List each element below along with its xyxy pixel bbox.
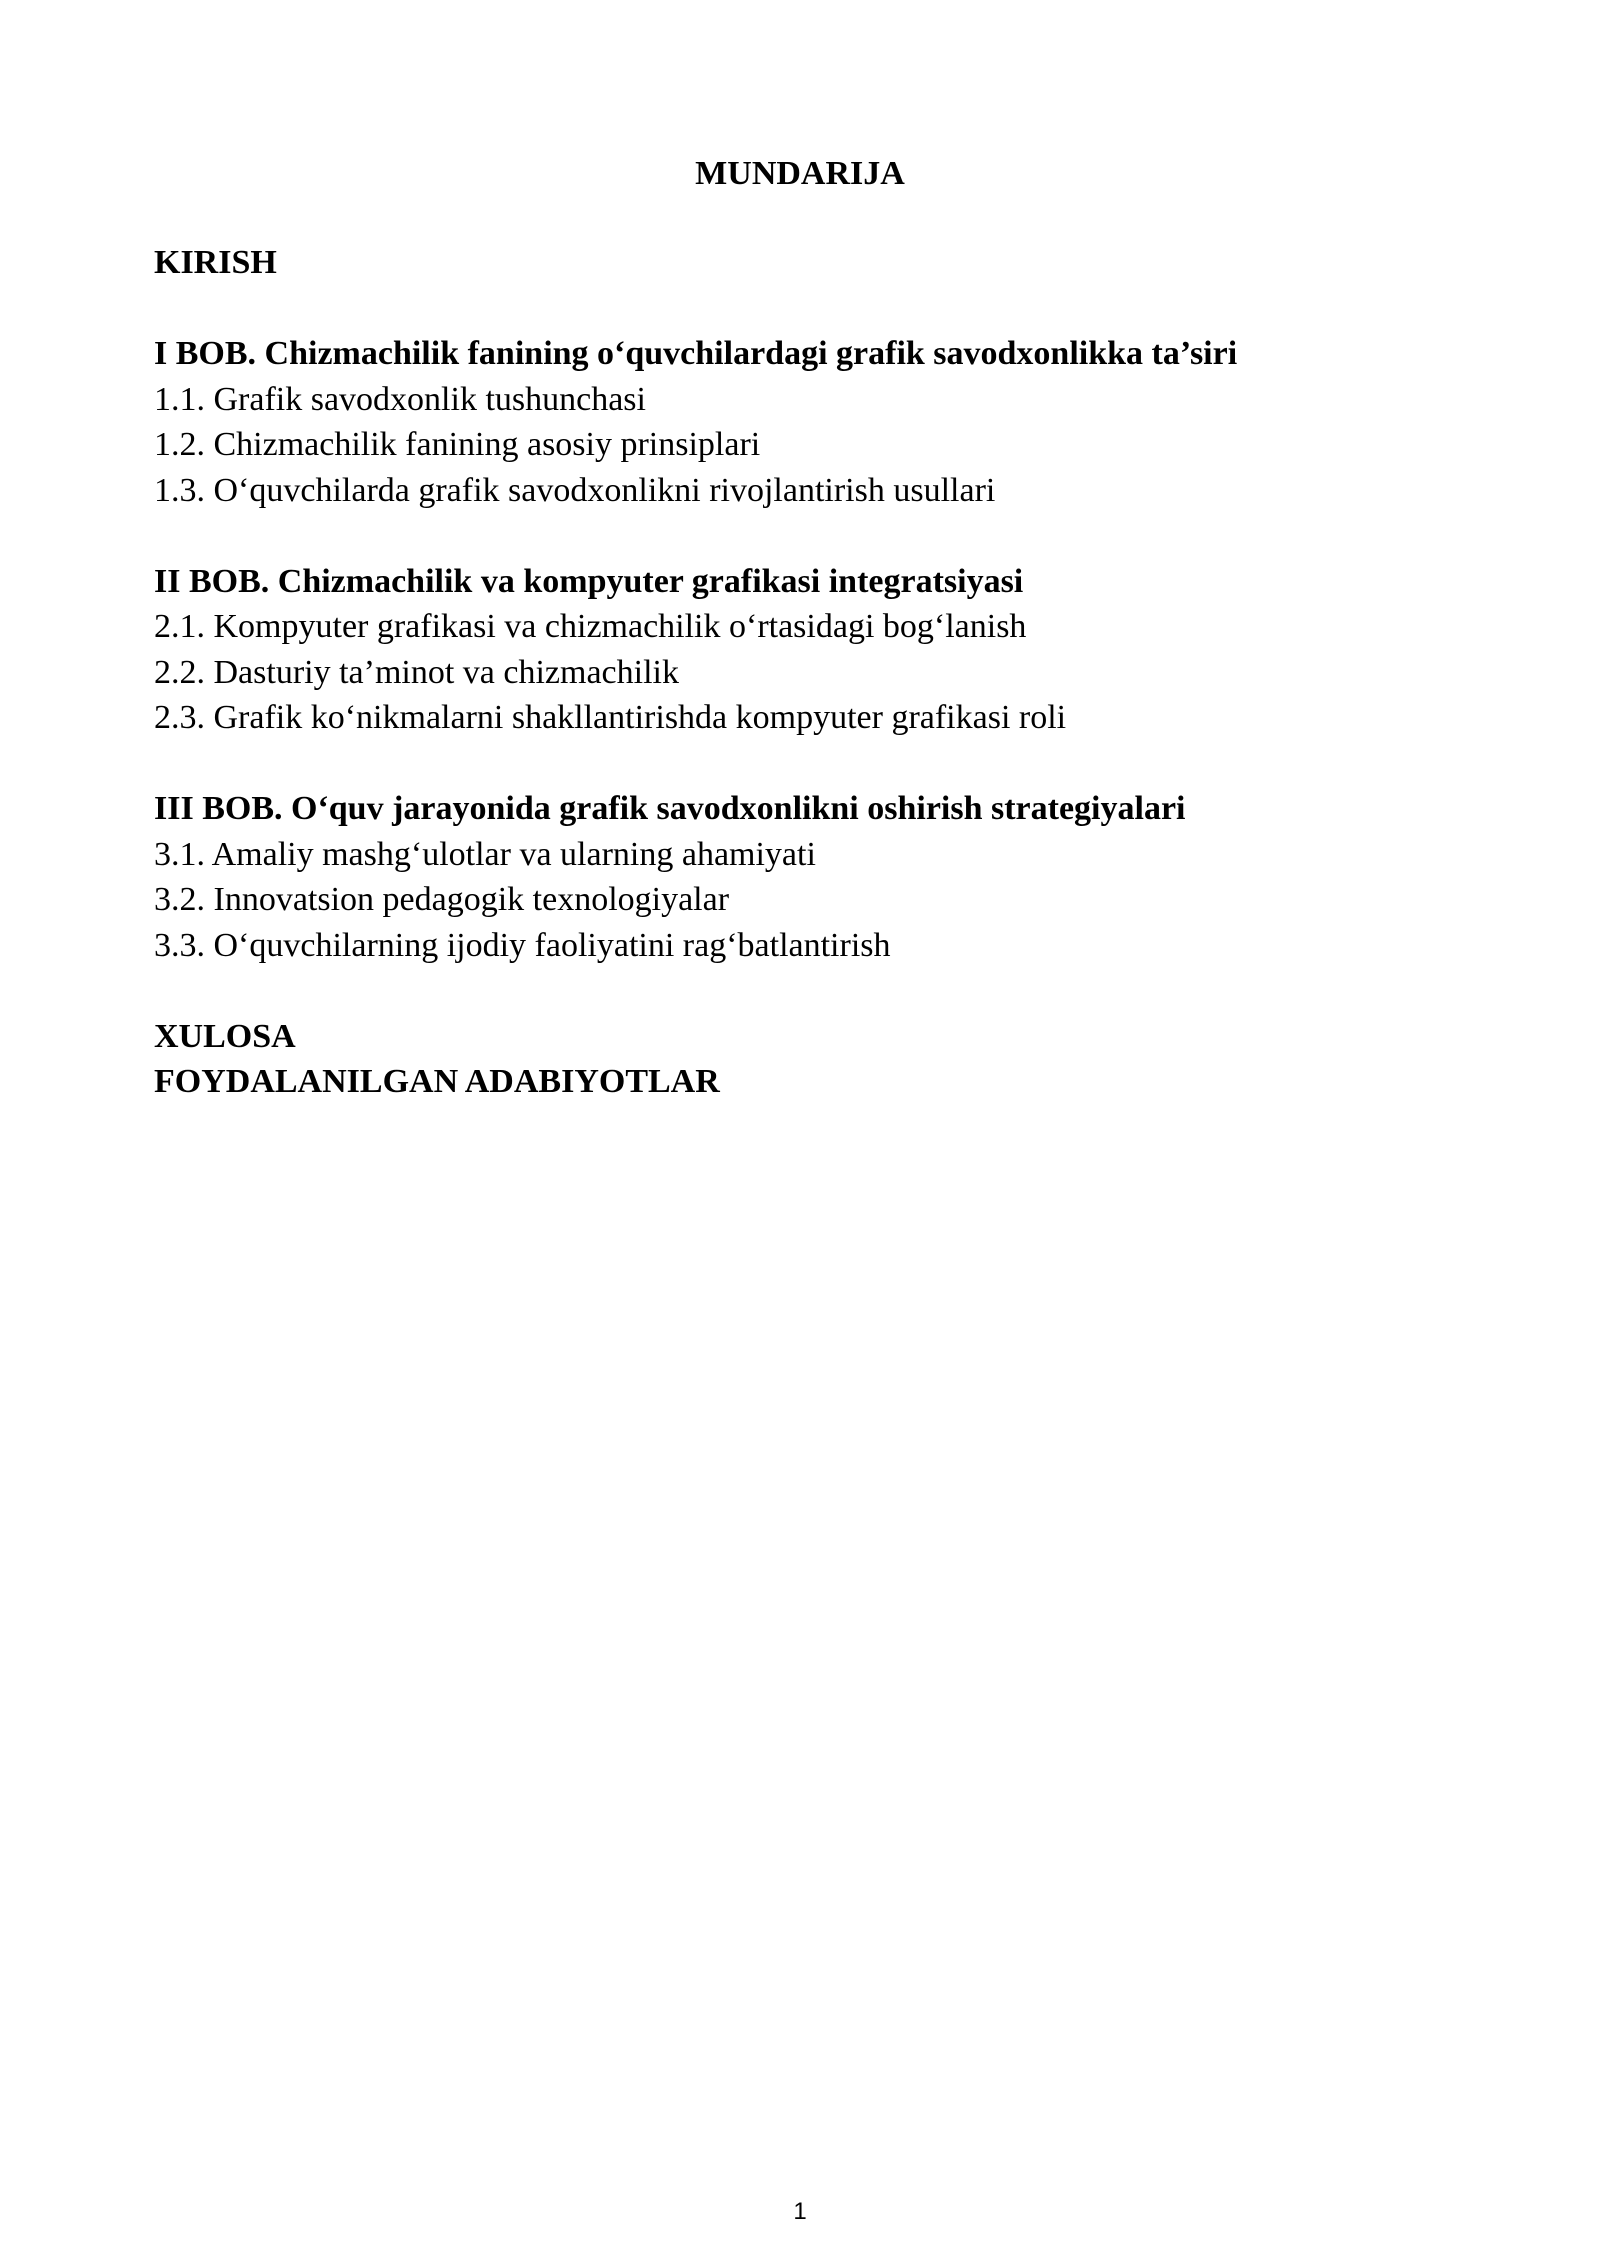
toc-conclusion: XULOSA <box>154 1017 296 1055</box>
section-3-2: 3.2. Innovatsion pedagogik texnologiyalar <box>154 881 730 918</box>
spacer <box>154 741 1454 787</box>
table-of-contents <box>154 240 1454 1105</box>
section-3-1: 3.1. Amaliy mashg‘ulotlar va ularning ahamiyati <box>154 835 816 873</box>
section-2-1: 2.1. Kompyuter grafikasi va chizmachilik o‘rtasidagi bog‘lanish <box>154 608 1027 645</box>
spacer <box>154 513 1454 559</box>
chapter-1-heading: I BOB. Chizmachilik fanining o‘quvchilardagi grafik savodxonlikka ta’siri <box>154 335 1238 372</box>
section-2-2: 2.2. Dasturiy ta’minot va chizmachilik <box>154 653 679 691</box>
page-number: 1 <box>793 2198 807 2225</box>
section-3-3: 3.3. O‘quvchilarning ijodiy faoliyatini rag‘batlantirish <box>154 926 891 964</box>
section-2-3: 2.3. Grafik ko‘nikmalarni shakllantirishda kompyuter grafikasi roli <box>154 699 1067 736</box>
chapter-2-heading: II BOB. Chizmachilik va kompyuter grafikasi integratsiyasi <box>154 562 1024 600</box>
section-1-2: 1.2. Chizmachilik fanining asosiy prinsiplari <box>154 426 761 463</box>
section-1-1: 1.1. Grafik savodxonlik tushunchasi <box>154 380 646 418</box>
spacer <box>154 286 1454 332</box>
toc-references: FOYDALANILGAN ADABIYOTLAR <box>154 1063 720 1100</box>
page-title: MUNDARIJA <box>695 155 905 192</box>
toc-intro: KIRISH <box>154 244 277 281</box>
chapter-3-heading: III BOB. O‘quv jarayonida grafik savodxonlikni oshirish strategiyalari <box>154 790 1186 827</box>
spacer <box>154 968 1454 1014</box>
section-1-3: 1.3. O‘quvchilarda grafik savodxonlikni rivojlantirish usullari <box>154 471 996 509</box>
